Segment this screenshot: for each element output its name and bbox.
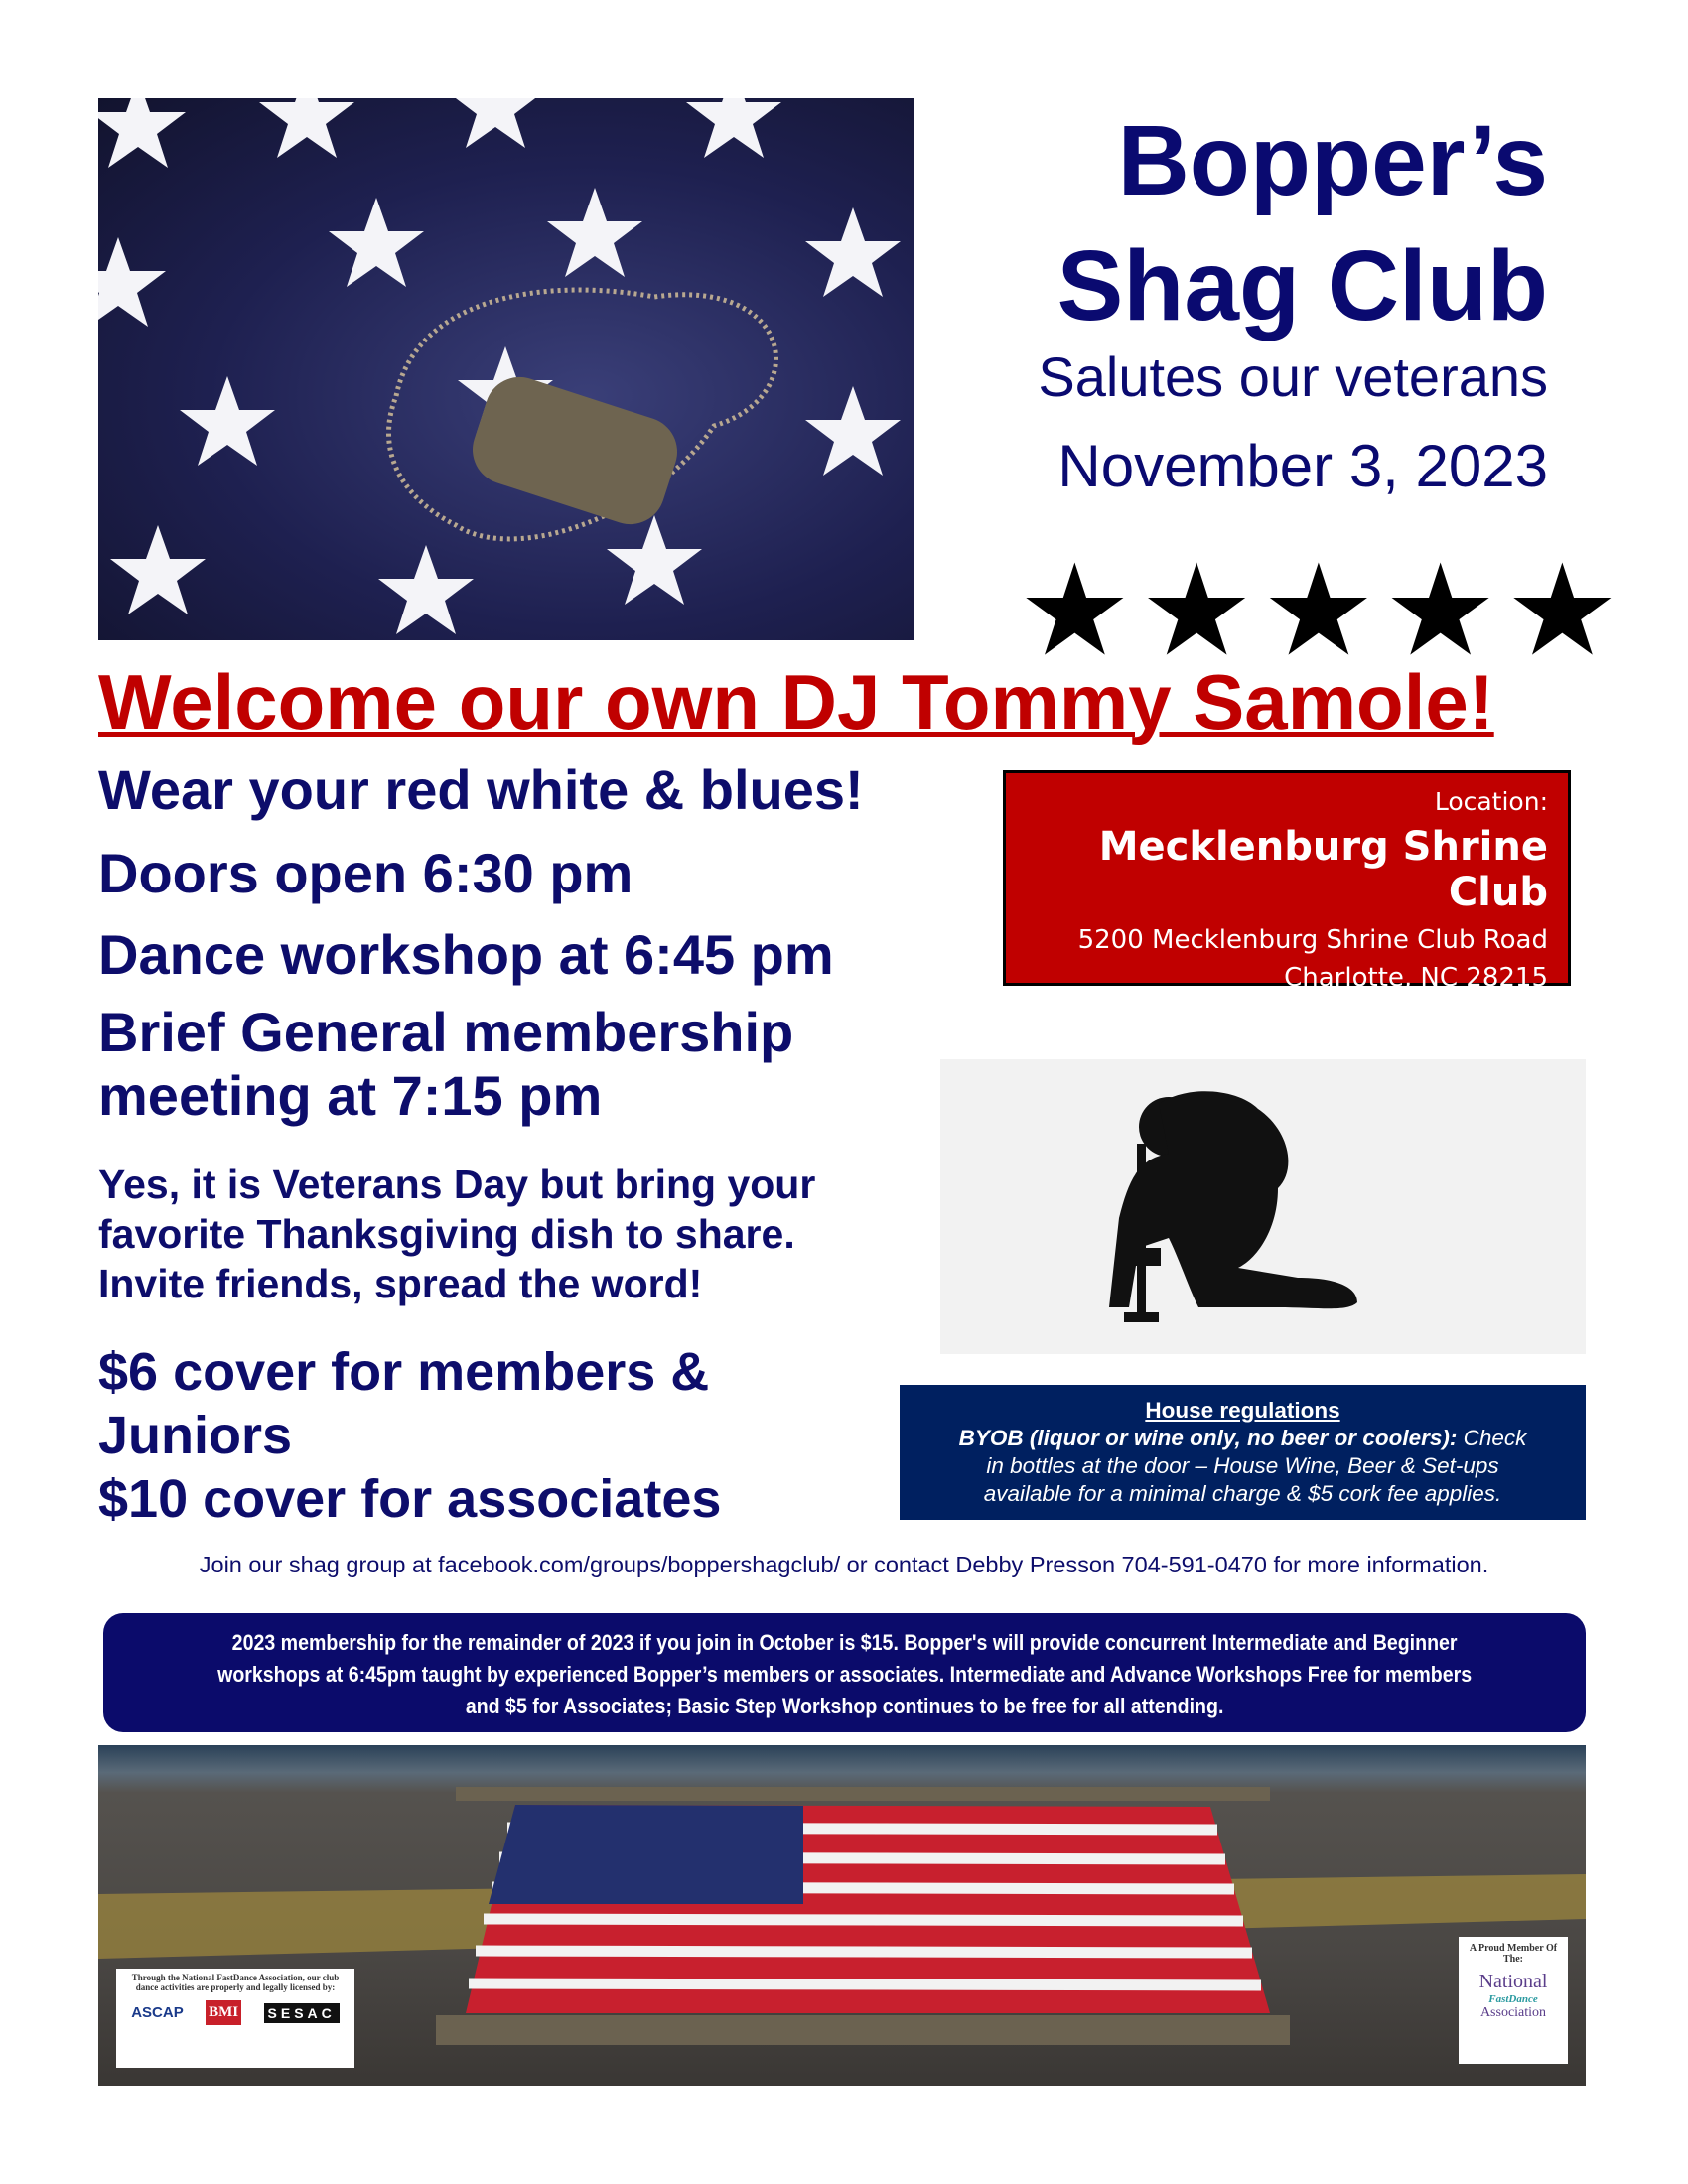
star-icon: ★ [1383,540,1497,682]
soldier-icon [940,1059,1586,1354]
subtitle: Salutes our veterans [1038,345,1548,408]
event-date: November 3, 2023 [1057,433,1548,499]
house-text: Check [1457,1426,1527,1450]
note-line: favorite Thanksgiving dish to share. [98,1211,795,1257]
meeting-line1: Brief General membership [98,1001,794,1063]
star-row [1018,540,1619,682]
membership-line: workshops at 6:45pm taught by experienced Bopper’s members or associates. Intermediate and Advance Workshops Free for members [217,1662,1472,1687]
welcome-headline: Welcome our own DJ Tommy Samole! [98,658,1494,746]
flag-on-carrier-deck-photo [98,1745,1586,2086]
venue-city: Charlotte, NC 28215 [1284,963,1548,993]
cover-line: Juniors [98,1406,293,1465]
club-title-line1: Bopper’s [1117,105,1548,216]
cover-line: $10 cover for associates [98,1469,722,1529]
location-label: Location: [1434,787,1548,816]
membership-box [103,1613,1586,1732]
star-icon: ★ [1139,540,1254,682]
dress-code: Wear your red white & blues! [98,758,864,821]
stars-and-dog-tag-image [98,98,914,640]
star-icon: ★ [1505,540,1619,682]
house-text: available for a minimal charge & $5 cork fee applies. [983,1481,1502,1506]
membership-line: and $5 for Associates; Basic Step Workshop continues to be free for all attending. [465,1694,1224,1718]
house-regulations-box [900,1385,1586,1520]
flag-dog-tag-photo [98,98,914,640]
dance-workshop-time: Dance workshop at 6:45 pm [98,923,834,986]
bmi-logo: BMI [206,2000,241,2025]
potluck-note [98,1160,815,1308]
nfa-fastdance: FastDance [1488,1993,1538,2005]
note-line: Yes, it is Veterans Day but bring your [98,1161,816,1207]
venue-address: 5200 Mecklenburg Shrine Club Road [1077,925,1548,955]
sesac-logo: SESAC [264,2003,340,2023]
location-box [1003,770,1571,993]
license-text: Through the National FastDance Association, our club dance activities are properly and legally licensed by: [131,1973,340,1992]
star-icon: ★ [1018,540,1132,682]
membership-line: 2023 membership for the remainder of 2023 if you join in October is $15. Bopper's will provide concurrent Intermediate and Beginner [231,1630,1458,1655]
proud-member-text: A Proud Member Of The: [1469,1943,1558,1965]
nfa-member-badge [1459,1937,1568,2064]
doors-open: Doors open 6:30 pm [98,842,633,904]
kneeling-soldier-silhouette [940,1059,1586,1354]
licensing-notice [116,1969,354,2068]
house-line [900,1425,1586,1452]
meeting-time [98,1001,793,1128]
cover-charges [98,1340,721,1531]
note-line: Invite friends, spread the word! [98,1261,703,1306]
house-line [900,1480,1586,1508]
house-text: in bottles at the door – House Wine, Beer & Set-ups [986,1453,1499,1478]
star-icon: ★ [1261,540,1376,682]
house-line [900,1452,1586,1480]
club-title-line2: Shag Club [1056,230,1548,341]
join-info: Join our shag group at facebook.com/groups/boppershagclub/ or contact Debby Presson 704-591-0470 for more information. [199,1552,1489,1577]
cover-line: $6 cover for members & [98,1342,710,1402]
byob-rule: BYOB (liquor or wine only, no beer or coolers): [958,1426,1458,1450]
nfa-association: Association [1479,2005,1547,2020]
venue-name: Mecklenburg Shrine Club [1098,824,1548,915]
house-heading: House regulations [1145,1398,1340,1423]
nfa-national: National [1478,1971,1548,1992]
ascap-logo: ASCAP [131,2004,184,2021]
meeting-line2: meeting at 7:15 pm [98,1064,603,1127]
